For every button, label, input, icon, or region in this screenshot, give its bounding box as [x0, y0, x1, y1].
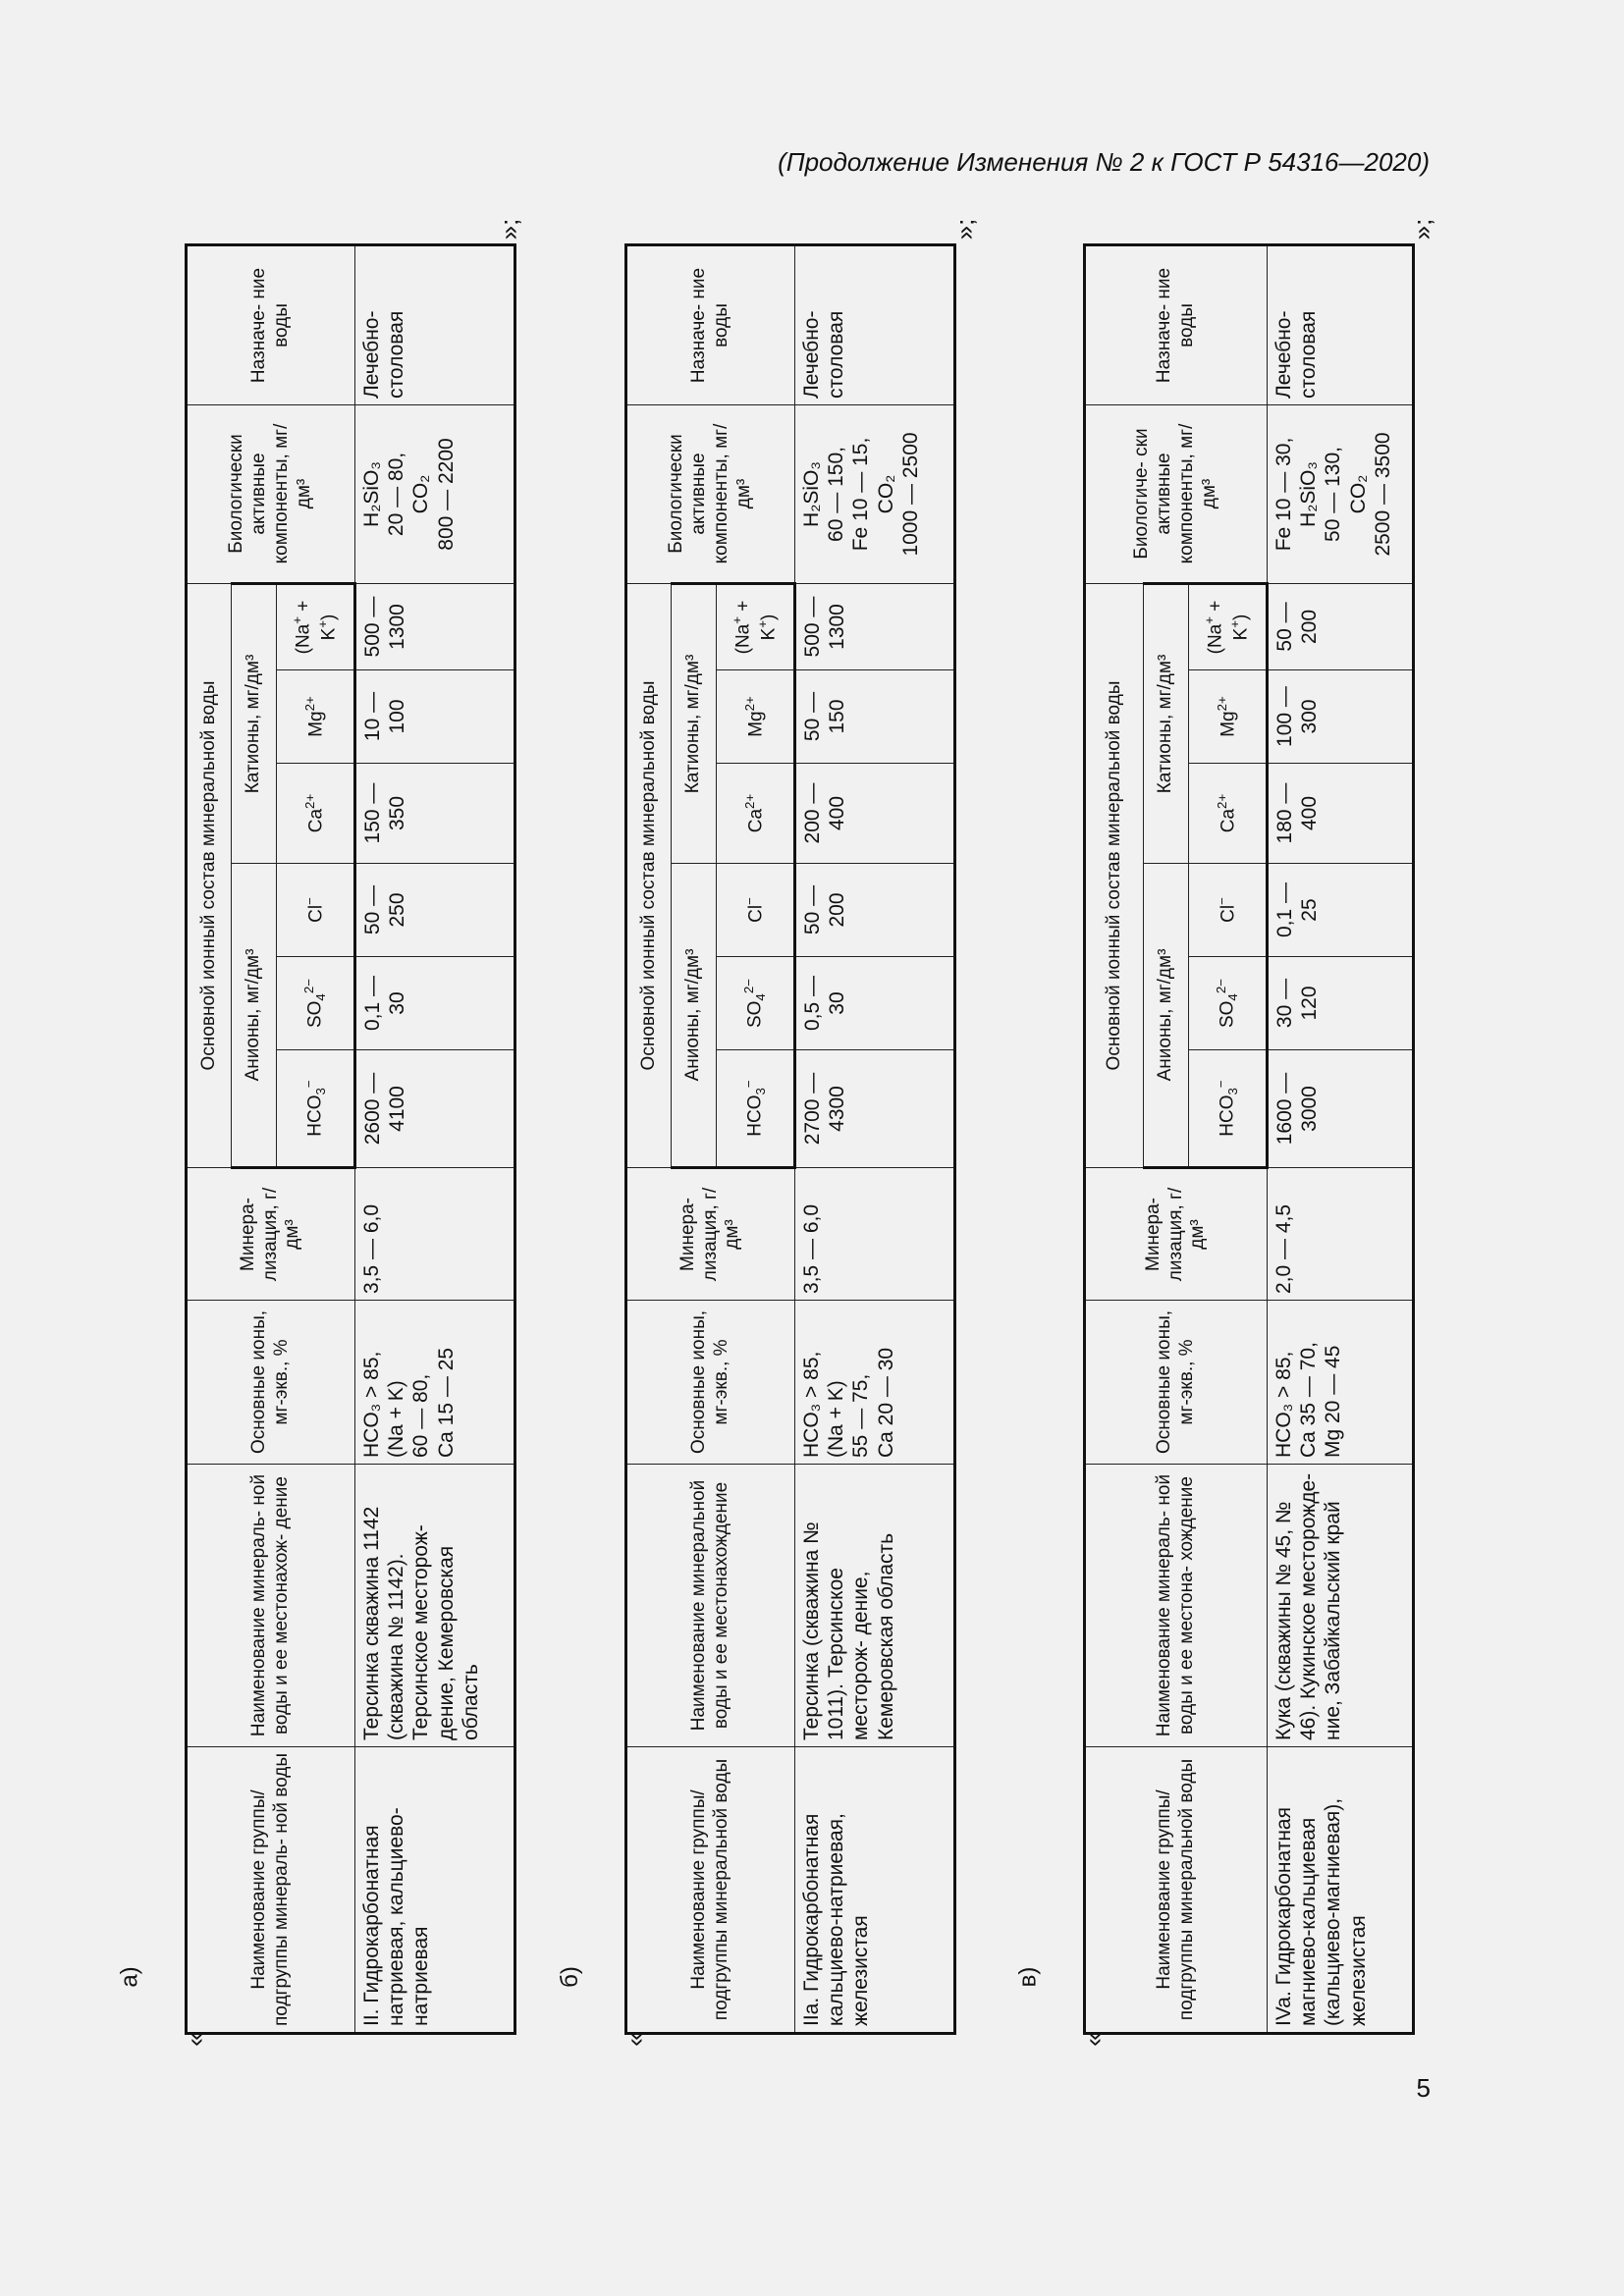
cell-group: II. Гидрокарбонатная натриевая, кальциево- натриевая: [355, 1747, 515, 2034]
header-bio: Биологически активные компоненты, мг/дм³: [626, 404, 795, 583]
header-mineralization: Минера- лизация, г/дм³: [626, 1168, 795, 1301]
cell-hco3: 2700 — 4300: [795, 1050, 955, 1168]
header-anions: Анионы, мг/дм³: [1144, 864, 1189, 1168]
table-b-wrapper: [624, 246, 956, 2035]
quote-close-a: »;: [494, 218, 524, 240]
header-ion-composition: Основной ионный состав минеральной воды: [187, 583, 232, 1167]
cell-ca: 180 — 400: [1268, 764, 1414, 864]
header-mineralization: Минера- лизация, г/дм³: [1085, 1168, 1268, 1301]
header-name: Наименование минеральной воды и ее местонахождение: [626, 1465, 795, 1747]
cell-ca: 200 — 400: [795, 764, 955, 864]
header-group: Наименование группы/ подгруппы минеральной воды: [1085, 1747, 1268, 2034]
cell-ca: 150 — 350: [355, 764, 515, 864]
header-group: Наименование группы/ подгруппы минераль- ной воды: [187, 1747, 355, 2034]
header-bio: Биологиче- ски активные компоненты, мг/дм³: [1085, 404, 1268, 583]
quote-close-c: »;: [1407, 218, 1437, 240]
header-cations: Катионы, мг/дм³: [672, 583, 717, 863]
header-name: Наименование минераль- ной воды и ее местона- хождение: [1085, 1465, 1268, 1747]
cell-main-ions: HCO₃ > 85, (Na + K) 55 — 75, Ca 20 — 30: [795, 1301, 955, 1465]
document-header: (Продолжение Изменения № 2 к ГОСТ Р 54316—2020): [778, 147, 1430, 177]
cell-bio: H₂SiO₃ 20 — 80, CO₂ 800 — 2200: [355, 404, 515, 583]
header-ion-composition: Основной ионный состав минеральной воды: [1085, 583, 1144, 1167]
cell-cl: 50 — 250: [355, 864, 515, 957]
header-main-ions: Основные ионы, мг-экв., %: [187, 1301, 355, 1465]
cell-nak: 50 — 200: [1268, 583, 1414, 669]
cell-hco3: 1600 — 3000: [1268, 1050, 1414, 1168]
cell-purpose: Лечебно- столовая: [795, 244, 955, 404]
mineral-water-table-c: [1083, 243, 1415, 2035]
cell-main-ions: HCO₃ > 85, Ca 35 — 70, Mg 20 — 45: [1268, 1301, 1414, 1465]
header-purpose: Назначе- ние воды: [1085, 244, 1268, 404]
header-mg: $Mg^{2+}$: [1189, 670, 1268, 764]
cell-so4: 0,5 — 30: [795, 957, 955, 1050]
header-cl: Cl−: [277, 864, 355, 957]
table-c-label: в): [1014, 1966, 1042, 1988]
cell-so4: 0,1 — 30: [355, 957, 515, 1050]
header-main-ions: Основные ионы, мг-экв., %: [1085, 1301, 1268, 1465]
quote-close-b: »;: [949, 218, 980, 240]
cell-group: IIa. Гидрокарбонатная кальциево-натриевая, железистая: [795, 1747, 955, 2034]
header-cations: Катионы, мг/дм³: [232, 583, 277, 863]
table-row: [355, 244, 515, 2033]
cell-name: Кука (скважины № 45, № 46). Кукинское месторожде- ние, Забайкальский край: [1268, 1465, 1414, 1747]
table-b-label: б): [556, 1966, 583, 1988]
header-so4: $SO_4^{2-}$: [717, 957, 795, 1050]
header-so4: $SO_4^{2-}$: [1189, 957, 1268, 1050]
header-cl: Cl−: [1189, 864, 1268, 957]
cell-mg: 50 — 150: [795, 670, 955, 764]
cell-cl: 50 — 200: [795, 864, 955, 957]
cell-group: IVa. Гидрокарбонатная магниево-кальциевая (кальциево-магниевая), железистая: [1268, 1747, 1414, 2034]
table-c-wrapper: [1083, 246, 1415, 2035]
cell-mineralization: 2,0 — 4,5: [1268, 1168, 1414, 1301]
table-row: [1268, 244, 1414, 2033]
header-mg: $Mg^{2+}$: [277, 670, 355, 764]
cell-bio: H₂SiO₃ 60 — 150, Fe 10 — 15, CO₂ 1000 — 2500: [795, 404, 955, 583]
cell-mg: 100 — 300: [1268, 670, 1414, 764]
cell-cl: 0,1 — 25: [1268, 864, 1414, 957]
header-ion-composition: Основной ионный состав минеральной воды: [626, 583, 672, 1167]
table-row: [795, 244, 955, 2033]
quote-open-a: «: [180, 2032, 210, 2047]
header-hco3: $HCO_3^-$: [717, 1050, 795, 1168]
quote-open-c: «: [1078, 2032, 1109, 2047]
header-ca: $Ca^{2+}$: [717, 764, 795, 864]
table-a-wrapper: [185, 246, 516, 2035]
mineral-water-table-a: [185, 243, 516, 2035]
page-number: 5: [1416, 2073, 1431, 2103]
header-bio: Биологически активные компоненты, мг/дм³: [187, 404, 355, 583]
cell-purpose: Лечебно- столовая: [1268, 244, 1414, 404]
header-so4: $SO_4^{2-}$: [277, 957, 355, 1050]
cell-name: Терсинка скважина 1142 (скважина № 1142). Терсинское месторож- дение, Кемеровская область: [355, 1465, 515, 1747]
mineral-water-table-b: [624, 243, 956, 2035]
cell-nak: 500 — 1300: [355, 583, 515, 669]
header-cl: Cl−: [717, 864, 795, 957]
header-hco3: $HCO_3^-$: [277, 1050, 355, 1168]
header-ca: $Ca^{2+}$: [277, 764, 355, 864]
header-hco3: $HCO_3^-$: [1189, 1050, 1268, 1168]
cell-name: Терсинка (скважина № 1011). Терсинское месторож- дение, Кемеровская область: [795, 1465, 955, 1747]
header-anions: Анионы, мг/дм³: [672, 864, 717, 1168]
header-group: Наименование группы/ подгруппы минеральной воды: [626, 1747, 795, 2034]
cell-mineralization: 3,5 — 6,0: [795, 1168, 955, 1301]
header-mg: $Mg^{2+}$: [717, 670, 795, 764]
cell-nak: 500 — 1300: [795, 583, 955, 669]
header-cations: Катионы, мг/дм³: [1144, 583, 1189, 863]
cell-mineralization: 3,5 — 6,0: [355, 1168, 515, 1301]
header-main-ions: Основные ионы, мг-экв., %: [626, 1301, 795, 1465]
cell-main-ions: HCO₃ > 85, (Na + K) 60 — 80, Ca 15 — 25: [355, 1301, 515, 1465]
header-purpose: Назначе- ние воды: [626, 244, 795, 404]
header-name: Наименование минераль- ной воды и ее местонахож- дение: [187, 1465, 355, 1747]
cell-bio: Fe 10 — 30, H₂SiO₃ 50 — 130, CO₂ 2500 — 3500: [1268, 404, 1414, 583]
header-purpose: Назначе- ние воды: [187, 244, 355, 404]
cell-hco3: 2600 — 4100: [355, 1050, 515, 1168]
header-ca: $Ca^{2+}$: [1189, 764, 1268, 864]
cell-so4: 30 — 120: [1268, 957, 1414, 1050]
quote-open-b: «: [620, 2032, 650, 2047]
header-mineralization: Минера- лизация, г/дм³: [187, 1168, 355, 1301]
header-nak: (Na+ + K+): [717, 583, 795, 669]
header-anions: Анионы, мг/дм³: [232, 864, 277, 1168]
header-nak: (Na+ + K+): [1189, 583, 1268, 669]
table-a-label: а): [116, 1966, 143, 1988]
header-nak: (Na+ + K+): [277, 583, 355, 669]
cell-purpose: Лечебно- столовая: [355, 244, 515, 404]
cell-mg: 10 — 100: [355, 670, 515, 764]
